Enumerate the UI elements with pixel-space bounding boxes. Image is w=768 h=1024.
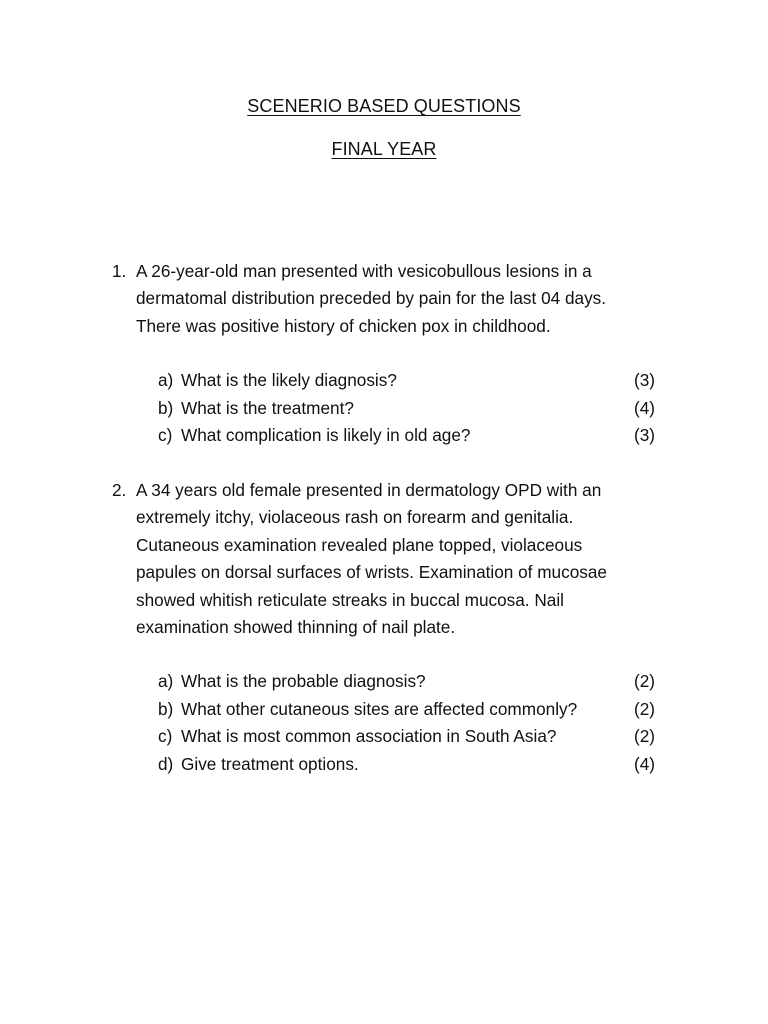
part-text: What is the likely diagnosis? — [181, 370, 397, 391]
question-2 — [112, 477, 672, 778]
question-part — [158, 696, 655, 723]
question-stem-line: examination showed thinning of nail plate. — [136, 617, 456, 638]
part-letter: b) — [158, 698, 174, 719]
question-part — [158, 723, 655, 750]
part-text: What is the probable diagnosis? — [181, 671, 426, 692]
question-parts — [158, 668, 655, 778]
question-number: 1. — [112, 261, 127, 281]
question-part — [158, 422, 655, 449]
part-marks: (4) — [633, 753, 655, 774]
part-letter: c) — [158, 425, 173, 446]
question-stem-line: A 34 years old female presented in dermatology OPD with an — [136, 480, 602, 500]
part-marks: (2) — [633, 698, 655, 719]
part-text: What complication is likely in old age? — [181, 425, 471, 446]
question-stem-line: A 26-year-old man presented with vesicobullous lesions in a — [136, 261, 592, 281]
question-part — [158, 367, 655, 394]
page-subtitle: FINAL YEAR — [331, 139, 437, 159]
question-stem-line: showed whitish reticulate streaks in buccal mucosa. Nail — [136, 589, 564, 610]
question-stem-line: extremely itchy, violaceous rash on forearm and genitalia. — [136, 507, 574, 528]
question-parts — [158, 367, 655, 449]
part-text: What is the treatment? — [181, 397, 354, 418]
question-part — [158, 751, 655, 778]
question-stem-line: dermatomal distribution preceded by pain for the last 04 days. — [136, 288, 607, 309]
question-number: 2. — [112, 480, 127, 500]
question-part — [158, 395, 655, 422]
part-letter: a) — [158, 671, 174, 692]
part-marks: (3) — [633, 370, 655, 391]
part-letter: c) — [158, 726, 173, 747]
question-part — [158, 668, 655, 695]
page-title: SCENERIO BASED QUESTIONS — [247, 96, 521, 116]
part-marks: (2) — [633, 671, 655, 692]
part-marks: (2) — [633, 726, 655, 747]
question-stem-line: There was positive history of chicken pox in childhood. — [136, 315, 551, 336]
part-marks: (4) — [633, 397, 655, 418]
part-letter: a) — [158, 370, 174, 391]
question-1 — [112, 258, 672, 449]
part-marks: (3) — [633, 425, 655, 446]
question-stem-line: papules on dorsal surfaces of wrists. Examination of mucosae — [136, 562, 607, 583]
part-letter: b) — [158, 397, 174, 418]
question-stem — [136, 258, 672, 340]
question-stem — [136, 477, 672, 641]
question-stem-line: Cutaneous examination revealed plane topped, violaceous — [136, 534, 583, 555]
part-text: What is most common association in South Asia? — [181, 726, 557, 747]
part-letter: d) — [158, 753, 174, 774]
part-text: Give treatment options. — [181, 753, 359, 774]
part-text: What other cutaneous sites are affected commonly? — [181, 698, 578, 719]
